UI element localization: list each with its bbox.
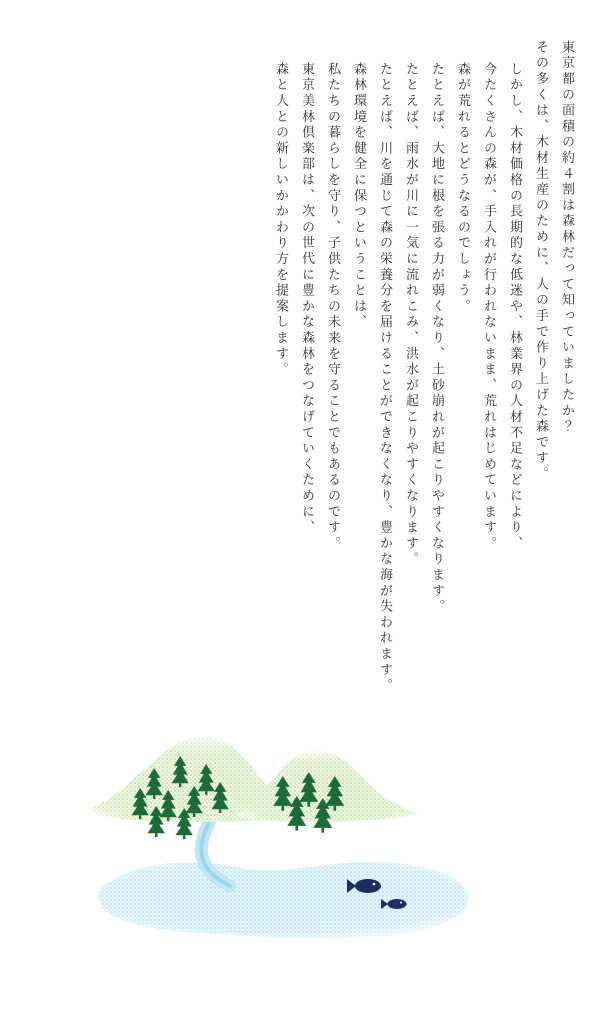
text-line-12: 森と人との新しいかかわり方を提案します。 xyxy=(274,62,289,378)
text-line-2: その多くは、木材生産のために、人の手で作り上げた森です。 xyxy=(534,40,549,483)
text-line-7: たとえば、雨水が川に一気に流れこみ、洪水が起こりやすくなります。 xyxy=(404,62,419,568)
text-line-3: しかし、木材価格の長期的な低迷や、林業界の人材不足などにより、 xyxy=(508,62,523,552)
text-line-6: たとえば、大地に根を張る力が弱くなり、土砂崩れが起こりやすくなります。 xyxy=(430,62,445,615)
text-line-11: 東京美林倶楽部は、次の世代に豊かな森林をつなげていくために、 xyxy=(300,62,315,536)
blue-sea xyxy=(98,862,468,938)
text-line-9: 森林環境を健全に保つということは、 xyxy=(352,62,367,331)
text-line-10: 私たちの暮らしを守り、子供たちの未来を守ることでもあるのです。 xyxy=(326,62,341,552)
vertical-text-block xyxy=(262,40,574,700)
text-line-1: 東京都の面積の約４割は森林だって知っていましたか？ xyxy=(560,40,575,435)
forest-river-sea-illustration xyxy=(70,690,530,980)
pine-trees-cluster-right xyxy=(273,772,344,833)
text-line-5: 森が荒れるとどうなるのでしょう。 xyxy=(456,62,471,315)
text-line-4: 今たくさんの森が、手入れが行われないまま、荒れはじめています。 xyxy=(482,62,497,552)
text-line-8: たとえば、川を通じて森の栄養分を届けることができなくなり、豊かな海が失われます。 xyxy=(378,62,393,694)
